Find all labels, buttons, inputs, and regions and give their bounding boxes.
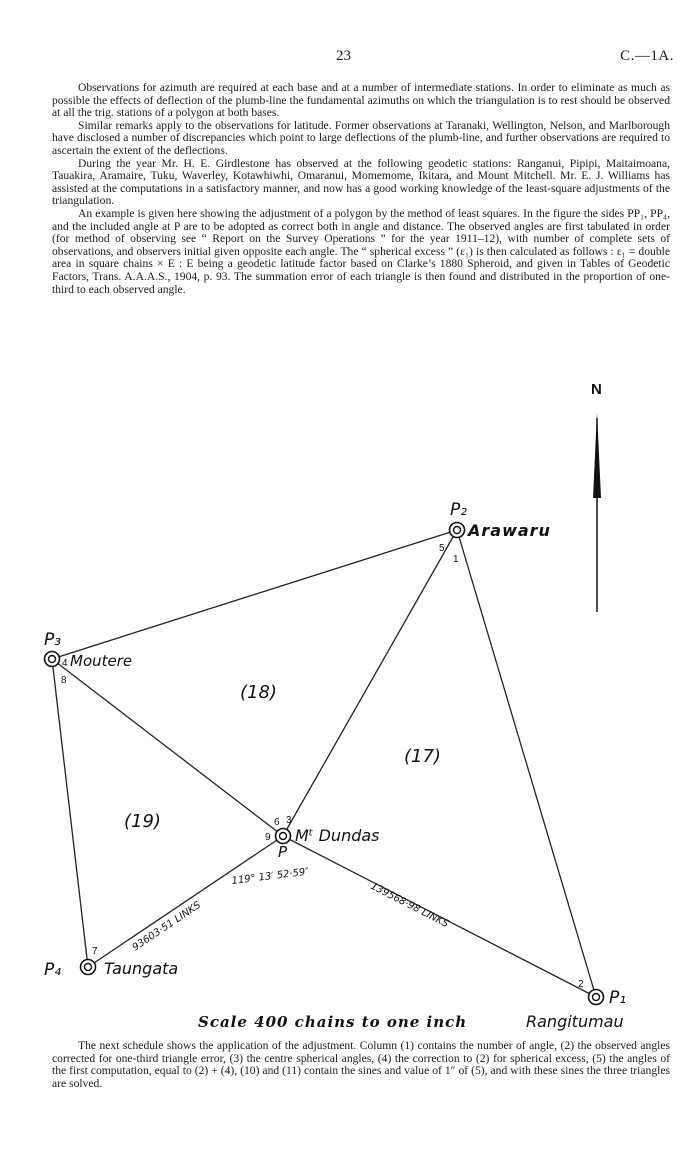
station-label-p4: P₄ xyxy=(44,960,62,980)
angle-number-6: 6 xyxy=(274,817,280,828)
station-label-p1: P₁ xyxy=(609,988,627,1008)
line-p2-p3 xyxy=(52,530,457,659)
paragraph-example: An example is given here showing the adjustment of a polygon by the method of least squares. In the figure the sides PP₁, PP₄, and the included angle at P are to be adopted as correct both in angle and distance. The observed angles are first tabulated in order (for method of observing see “ Report on the Survey Operations ” for the year 1911–12), with number of complete sets of observations, and observers initial given opposite each angle. The “ spherical excess ” (ε₁) is then calculated as follows : ε₁ = double area in square chains × E : E being a geodetic latitude factor based on Clarke’s 1880 Spheroid, and given in Tables of Geodetic Factors, Trans. A.A.A.S., 1904, p. 93. The summation error of each triangle is then found and distributed in the proportion of one-third to each observed angle. xyxy=(52,206,670,296)
angle-number-8: 8 xyxy=(61,675,67,686)
angle-number-2: 2 xyxy=(578,979,584,990)
paragraph-azimuth: Observations for azimuth are required at each base and at a number of intermediate stations. In order to eliminate as much as possible the effects of deflection of the plumb-line the fundamental azimuths on which the triangulation is to rest should be observed at all the trig. stations of a polygon at both bases. xyxy=(52,81,670,120)
paragraph-latitude: Similar remarks apply to the observations for latitude. Former observations at Taranaki, Wellington, Nelson, and Marlborough have disclosed a number of discrepancies which point to large deflections of the plumb-line, and further observations are required to ascertain the extent of the deflections. xyxy=(52,118,670,157)
north-arrowhead-icon xyxy=(593,412,601,498)
side-length-p-p4: 93603·51 LINKS xyxy=(130,899,203,954)
closing-text xyxy=(52,1040,670,1090)
station-label-p3: P₃ xyxy=(44,630,62,650)
station-label-p2: P₂ xyxy=(450,500,468,520)
survey-lines xyxy=(52,530,596,997)
angle-number-1: 1 xyxy=(453,554,459,565)
side-length-p-p1: 139568·98 LINKS xyxy=(368,880,451,931)
station-marker-p2-icon xyxy=(450,523,465,538)
angle-number-5: 5 xyxy=(439,543,445,554)
station-name-p3: Moutere xyxy=(70,652,133,670)
angle-number-9: 9 xyxy=(265,832,271,843)
paragraph-stations: During the year Mr. H. E. Girdlestone has observed at the following geodetic stations: Ranganui, Pipipi, Maitaimoana, Tauakira, Aramaire, Tuku, Waverley, Kotawhiwhi, Omaranui, Momemome, Ikitara, and Mount Mitchell. Mr. E. J. Williams has assisted at the computations in a satisfactory manner, and now has a good working knowledge of the least-square adjustments of the triangulation. xyxy=(52,156,670,208)
document-reference: C.—1A. xyxy=(620,48,674,64)
station-marker-p1-icon xyxy=(589,990,604,1005)
line-p2-p1 xyxy=(457,530,596,997)
triangle-label-17: (17) xyxy=(404,746,441,767)
station-name-p4: Taungata xyxy=(104,959,179,978)
station-marker-p3-icon xyxy=(45,652,60,667)
line-p-p4 xyxy=(88,836,283,967)
station-label-p: P xyxy=(278,843,288,861)
paragraph-schedule: The next schedule shows the application of the adjustment. Column (1) contains the number of angle, (2) the observed angles corrected for one-third triangle error, (3) the centre spherical angles, (4) the correction to (2) for spherical excess, (5) the angles of the first computation, equal to (2) + (4), (10) and (11) contain the sines and value of 1″ of (5), and with these sines the three triangles are solved. xyxy=(52,1039,670,1090)
angle-number-4: 4 xyxy=(62,658,68,669)
triangle-label-19: (19) xyxy=(124,811,161,832)
north-label: N xyxy=(591,381,602,398)
angle-number-3: 3 xyxy=(286,815,292,826)
scale-caption: Scale 400 chains to one inch xyxy=(198,1013,468,1031)
angle-number-7: 7 xyxy=(92,946,98,957)
included-angle-p: 119° 13′ 52·59″ xyxy=(231,866,310,887)
station-name-p2: Arawaru xyxy=(468,521,551,540)
station-name-p1: Rangitumau xyxy=(526,1012,624,1031)
page-number: 23 xyxy=(336,48,351,64)
station-name-p: Mᵗ Dundas xyxy=(295,826,380,845)
line-p2-p xyxy=(283,530,457,836)
line-p3-p4 xyxy=(52,659,88,967)
triangle-label-18: (18) xyxy=(240,682,277,703)
station-marker-p4-icon xyxy=(81,960,96,975)
station-marker-p-icon xyxy=(276,829,291,844)
